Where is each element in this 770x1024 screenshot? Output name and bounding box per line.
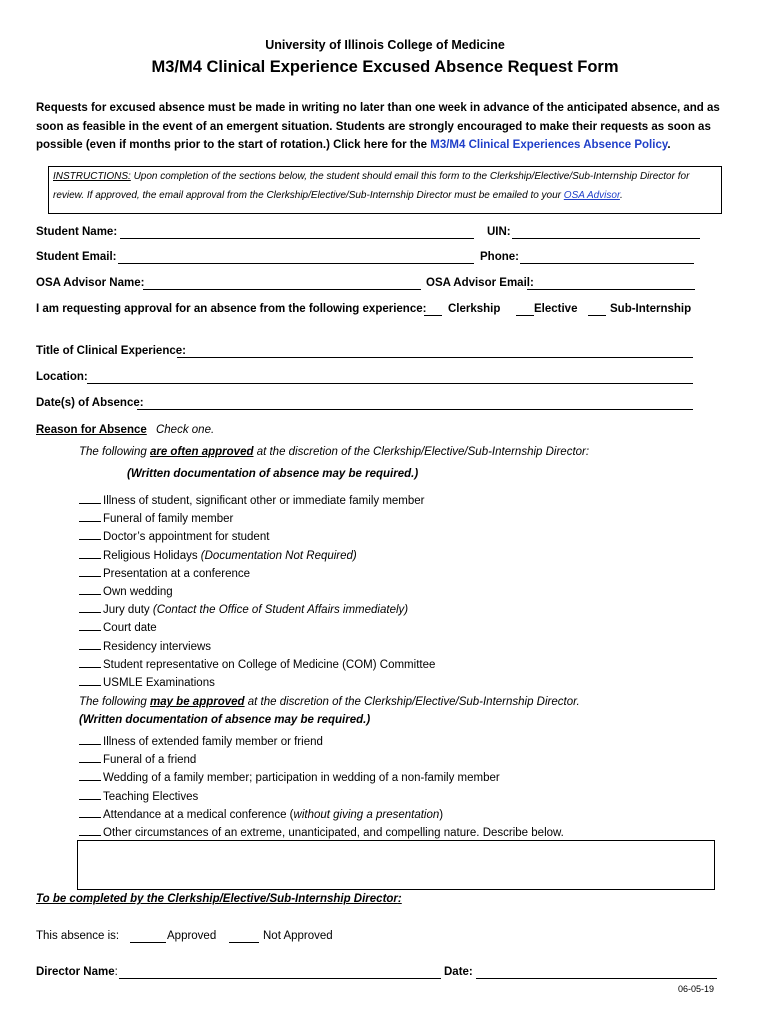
list-item-label: Student representative on College of Medicine (COM) Committee <box>103 658 436 671</box>
list-item <box>79 674 215 689</box>
intro-paragraph: Requests for excused absence must be made in writing no later than one week in advance of the anticipated absence, and as soon as feasible in the event of an emergent situation. Students are strongly encouraged to make their requests as soon as possible (even if months prior to the start of rotation.) Click here for the M3/M4 Clinical Experiences Absence Policy. <box>36 102 720 151</box>
list-item-label: Teaching Electives <box>103 790 199 803</box>
sub-internship-label: Sub-Internship <box>610 303 692 315</box>
uin-field[interactable] <box>512 238 700 239</box>
absence-is-label: This absence is: <box>36 930 120 942</box>
checkbox-blank[interactable] <box>79 619 101 631</box>
list-item-label: USMLE Examinations <box>103 677 215 689</box>
checkbox-blank[interactable] <box>79 824 101 836</box>
list-item-label: Religious Holidays <box>103 549 201 562</box>
reason-heading-row <box>36 424 214 436</box>
sub-internship-blank[interactable] <box>588 315 606 316</box>
list-item <box>79 733 323 748</box>
osa-advisor-name-field[interactable] <box>143 289 421 290</box>
student-name-field[interactable] <box>120 238 474 239</box>
dates-field[interactable] <box>137 409 693 410</box>
checkbox-blank[interactable] <box>79 492 101 504</box>
checkbox-blank[interactable] <box>79 806 101 818</box>
director-name-row: Director Name: <box>36 966 118 978</box>
date-label: Date: <box>444 966 473 978</box>
approved-blank[interactable] <box>130 942 166 943</box>
phone-field[interactable] <box>520 263 694 264</box>
list-item-label: Funeral of family member <box>103 513 234 526</box>
list-item <box>79 824 564 839</box>
list-item <box>79 656 435 671</box>
intro-text: Requests for excused absence must be made in writing no later than one week in advance of the anticipated absence, and as soon as feasible in the event of an emergent situation. Students are strongly encouraged to make their requests as soon as possible (even if months prior to the start of rotation.) Click here for the <box>36 102 720 151</box>
approved-label: Approved <box>167 930 217 942</box>
list-item <box>79 601 408 616</box>
clerkship-label: Clerkship <box>448 303 501 315</box>
list-item <box>79 638 211 653</box>
list-item-label: Funeral of a friend <box>103 754 197 767</box>
list-item <box>79 769 500 784</box>
director-heading: To be completed by the Clerkship/Elective/Sub-Internship Director: <box>36 893 402 905</box>
absence-policy-link[interactable]: M3/M4 Clinical Experiences Absence Policy <box>430 139 668 151</box>
elective-blank[interactable] <box>516 315 534 316</box>
checkbox-blank[interactable] <box>79 638 101 650</box>
list-item <box>79 547 357 562</box>
checkbox-blank[interactable] <box>79 547 101 559</box>
list-item-note: (Contact the Office of Student Affairs immediately) <box>152 604 409 617</box>
list-item <box>79 583 173 598</box>
list-item-label: Own wedding <box>103 586 173 598</box>
location-field[interactable] <box>87 383 693 384</box>
checkbox-blank[interactable] <box>79 751 101 763</box>
osa-advisor-name-label: OSA Advisor Name: <box>36 277 145 289</box>
location-label: Location: <box>36 371 88 383</box>
date-field[interactable] <box>476 978 717 979</box>
checkbox-blank[interactable] <box>79 788 101 800</box>
checkbox-blank[interactable] <box>79 656 101 668</box>
description-textbox[interactable] <box>77 840 715 890</box>
instructions-text: INSTRUCTIONS: Upon completion of the sections below, the student should email this form to the Clerkship/Elective/Sub-Internship Director for review. If approved, the email approval from the Clerkship/Elective/Sub-Internship Director must be emailed to your OSA Advisor. <box>53 171 690 201</box>
checkbox-blank[interactable] <box>79 601 101 613</box>
list-item-label: Residency interviews <box>103 640 212 653</box>
director-name-field[interactable] <box>119 978 441 979</box>
list-item <box>79 788 198 803</box>
checkbox-blank[interactable] <box>79 733 101 745</box>
phone-label: Phone: <box>480 251 519 263</box>
list-item-label: Court date <box>103 622 157 635</box>
may-approved-intro: The following may be approved at the discretion of the Clerkship/Elective/Sub-Internship Director. <box>79 696 580 708</box>
list-item-label: Other circumstances of an extreme, unanticipated, and compelling nature. Describe below. <box>103 827 564 839</box>
institution-name: University of Illinois College of Medicine <box>265 38 505 52</box>
often-approved-intro: The following are often approved at the discretion of the Clerkship/Elective/Sub-Internship Director: <box>79 446 590 458</box>
list-item-label: Wedding of a family member; participation in wedding of a non-family member <box>103 772 500 785</box>
list-item <box>79 565 250 580</box>
title-experience-label: Title of Clinical Experience: <box>36 345 186 357</box>
osa-advisor-email-field[interactable] <box>527 289 695 290</box>
checkbox-blank[interactable] <box>79 769 101 781</box>
list-item <box>79 528 269 543</box>
student-email-label: Student Email: <box>36 251 117 263</box>
form-title: M3/M4 Clinical Experience Excused Absence Request Form <box>151 58 619 76</box>
student-email-field[interactable] <box>118 263 474 264</box>
list-item: Attendance at a medical conference (without giving a presentation) <box>79 806 443 821</box>
uin-label: UIN: <box>487 226 511 238</box>
elective-label: Elective <box>534 303 578 315</box>
experience-question: I am requesting approval for an absence from the following experience: <box>36 303 427 315</box>
list-item <box>79 510 233 525</box>
list-item <box>79 492 425 507</box>
list-item-label: Presentation at a conference <box>103 567 251 580</box>
list-item-label: Illness of extended family member or friend <box>103 736 323 748</box>
checkbox-blank[interactable] <box>79 565 101 577</box>
not-approved-blank[interactable] <box>229 942 259 943</box>
checkbox-blank[interactable] <box>79 583 101 595</box>
list-item-label: Doctor’s appointment for student <box>103 531 270 544</box>
checkbox-blank[interactable] <box>79 528 101 540</box>
often-doc-note: (Written documentation of absence may be required.) <box>127 468 419 480</box>
checkbox-blank[interactable] <box>79 510 101 522</box>
reason-heading: Reason for Absence <box>36 424 147 436</box>
clerkship-blank[interactable] <box>424 315 442 316</box>
not-approved-label: Not Approved <box>263 930 333 942</box>
list-item-note: (Documentation Not Required) <box>200 549 357 562</box>
osa-advisor-link[interactable]: OSA Advisor <box>563 190 620 201</box>
list-item-note: without giving a presentation <box>293 808 440 821</box>
instructions-box <box>48 166 722 214</box>
list-item-label: Illness of student, significant other or immediate family member <box>103 495 425 507</box>
student-name-label: Student Name: <box>36 226 118 238</box>
checkbox-blank[interactable] <box>79 674 101 686</box>
dates-label: Date(s) of Absence: <box>36 397 144 409</box>
title-experience-field[interactable] <box>177 357 693 358</box>
osa-advisor-email-label: OSA Advisor Email: <box>426 277 534 289</box>
reason-hint: Check one. <box>155 424 215 436</box>
director-name-label: Director Name <box>36 966 115 978</box>
list-item-label: Attendance at a medical conference ( <box>103 808 294 821</box>
list-item <box>79 751 196 766</box>
list-item <box>79 619 157 634</box>
list-item-label: Jury duty <box>103 604 153 617</box>
version-date: 06-05-19 <box>678 984 715 994</box>
may-doc-note: (Written documentation of absence may be required.) <box>79 714 371 726</box>
